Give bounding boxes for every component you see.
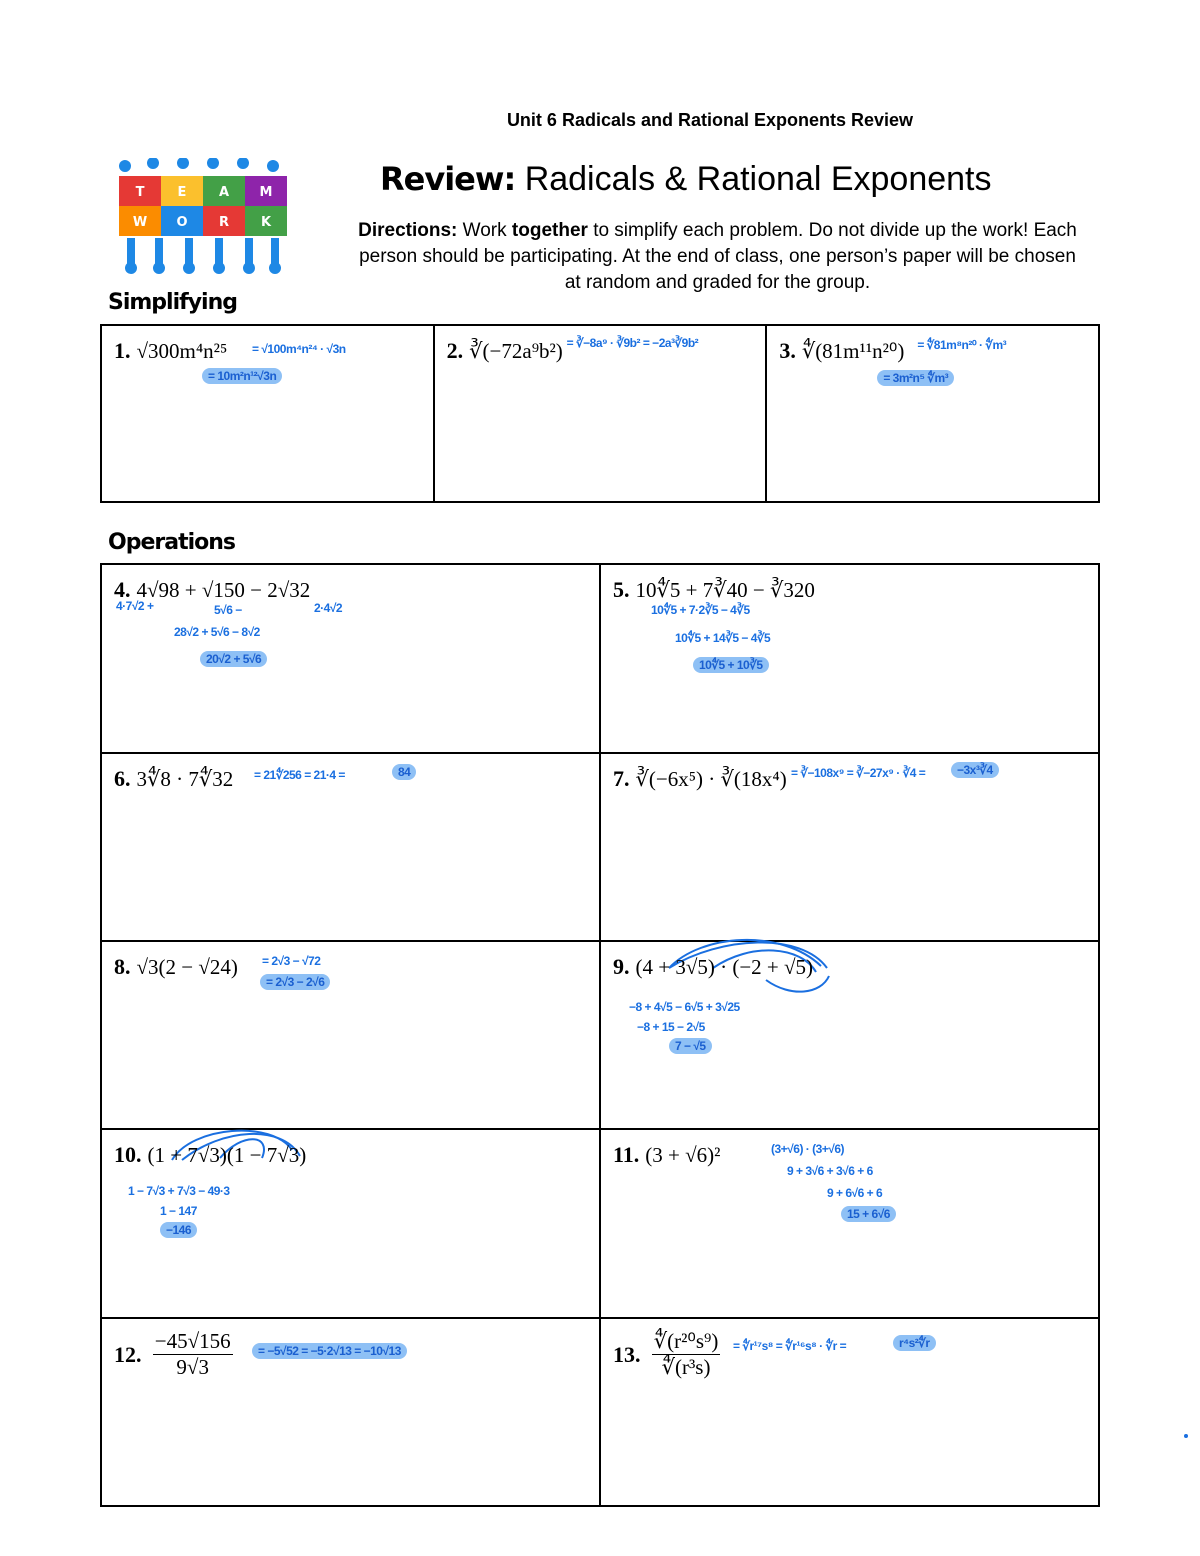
- problem-2: [447, 338, 563, 364]
- problem-cell-13: [600, 1318, 1099, 1506]
- problem-number: 10.: [114, 1142, 142, 1167]
- logo-letter: E: [177, 185, 187, 200]
- logo-letter: A: [218, 185, 230, 200]
- review-heading-title: Radicals & Rational Exponents: [524, 160, 992, 198]
- problem-expression: ∛(−6x⁵) · ∛(18x⁴): [635, 767, 787, 791]
- problem-cell-4: [101, 564, 600, 753]
- answer-highlight: 7 − √5: [669, 1038, 712, 1054]
- problem-3: [779, 338, 904, 364]
- answer-highlight: −146: [160, 1222, 197, 1238]
- problem-number: 6.: [114, 766, 131, 791]
- work-step: = ∜81m⁸n²⁰ · ∜m³: [917, 338, 1007, 352]
- problem-cell-12: [101, 1318, 600, 1506]
- simplifying-table: [100, 324, 1100, 503]
- problem-cell-8: [101, 941, 600, 1129]
- unit-title: Unit 6 Radicals and Rational Exponents Review: [506, 110, 914, 130]
- answer-highlight: 15 + 6√6: [841, 1206, 896, 1222]
- problem-number: 13.: [613, 1341, 641, 1367]
- problem-8: [114, 954, 238, 980]
- fraction-denominator: ∜(r³s): [661, 1355, 711, 1379]
- problem-cell-5: [600, 564, 1099, 753]
- section-simplifying: Simplifying: [108, 290, 238, 315]
- problem-11: [613, 1142, 720, 1168]
- directions-label: Directions:: [358, 220, 458, 241]
- directions: [350, 218, 1085, 296]
- problem-number: 3.: [779, 338, 796, 363]
- work-step: 28√2 + 5√6 − 8√2: [174, 625, 260, 639]
- logo-letter: O: [176, 215, 188, 230]
- logo-letter: K: [260, 215, 272, 230]
- problem-number: 4.: [114, 577, 131, 602]
- problem-5: [613, 577, 815, 603]
- problem-number: 2.: [446, 338, 464, 363]
- problem-13: [613, 1329, 720, 1380]
- logo-letter: R: [218, 215, 230, 230]
- problem-7: [613, 766, 787, 792]
- answer-highlight: = −5√52 = −5·2√13 = −10√13: [252, 1343, 407, 1359]
- fraction-denominator: 9√3: [176, 1355, 209, 1379]
- problem-number: 1.: [114, 338, 131, 363]
- logo-figures-top: [119, 158, 279, 172]
- work-step: 9 + 3√6 + 3√6 + 6: [787, 1164, 873, 1178]
- problem-number: 9.: [613, 954, 630, 979]
- work-step: −8 + 15 − 2√5: [637, 1020, 705, 1034]
- work-step: 5√6 −: [214, 603, 242, 617]
- problem-cell-9: [600, 941, 1099, 1129]
- problem-expression: ∜(81m¹¹n²⁰): [801, 339, 905, 363]
- answer-highlight: = 2√3 − 2√6: [260, 974, 330, 990]
- problem-12: [114, 1329, 233, 1380]
- logo-letter: W: [132, 215, 148, 230]
- problem-10: [114, 1142, 306, 1168]
- problem-expression: √3(2 − √24): [136, 955, 238, 979]
- problem-expression: √300m⁴n²⁵: [136, 339, 228, 363]
- problem-1: [114, 338, 227, 364]
- problem-number: 8.: [114, 954, 131, 979]
- problem-cell-11: [600, 1129, 1099, 1318]
- work-step: = ∜r¹⁷s⁸ = ∜r¹⁶s⁸ · ∜r =: [733, 1339, 847, 1353]
- problem-cell-7: [600, 753, 1099, 941]
- work-step: = 2√3 − √72: [262, 954, 321, 968]
- problem-cell-1: [101, 325, 434, 502]
- answer-highlight: −3x³∛4: [951, 762, 999, 778]
- directions-text-1: Work: [462, 220, 507, 241]
- work-step: = ∛−108x⁹ = ∛−27x⁹ · ∛4 =: [791, 766, 926, 780]
- problem-cell-6: [101, 753, 600, 941]
- work-step: 10∜5 + 7·2∛5 − 4∛5: [651, 603, 750, 617]
- work-step: 2·4√2: [314, 601, 343, 615]
- section-operations: Operations: [108, 530, 235, 555]
- problem-expression: 4√98 + √150 − 2√32: [136, 578, 311, 602]
- work-step: −8 + 4√5 − 6√5 + 3√25: [629, 1000, 740, 1014]
- fraction-numerator: ∜(r²⁰s⁹): [653, 1329, 719, 1353]
- problem-9: [613, 954, 813, 980]
- work-step: (3+√6) · (3+√6): [771, 1142, 845, 1156]
- problem-cell-3: [766, 325, 1099, 502]
- work-step: = √100m⁴n²⁴ · √3n: [252, 342, 346, 356]
- answer-highlight: r⁴s²∜r: [893, 1335, 936, 1351]
- work-step: = ∛−8a⁹ · ∛9b² = −2a³∛9b²: [566, 336, 699, 350]
- work-step: 4·7√2 +: [116, 599, 154, 613]
- problem-expression: 3∜8 · 7∜32: [136, 767, 234, 791]
- directions-text-2: to simplify each problem. Do not divide up the work! Each person should be participating. At the end of class, one person’s paper will be chosen at random and graded for the group.: [359, 220, 1077, 293]
- work-step: 10∜5 + 14∛5 − 4∛5: [675, 631, 771, 645]
- problem-expression: 10∜5 + 7∛40 − ∛320: [635, 578, 815, 602]
- directions-emphasis: together: [511, 220, 588, 241]
- work-step: 1 − 7√3 + 7√3 − 49·3: [128, 1184, 230, 1198]
- problem-expression: (3 + √6)²: [645, 1143, 721, 1167]
- problem-cell-2: [434, 325, 767, 502]
- problem-expression: (1 + 7√3)(1 − 7√3): [147, 1143, 307, 1167]
- operations-table: [100, 563, 1100, 1507]
- work-step: 1 − 147: [160, 1204, 197, 1218]
- answer-highlight: = 3m²n⁵ ∜m³: [877, 370, 954, 386]
- problem-expression: (4 + 3√5) · (−2 + √5): [635, 955, 814, 979]
- work-step: 9 + 6√6 + 6: [827, 1186, 883, 1200]
- problem-expression: ∛(−72a⁹b²): [469, 339, 563, 363]
- answer-highlight: 20√2 + 5√6: [200, 651, 267, 667]
- problem-cell-10: [101, 1129, 600, 1318]
- problem-number: 7.: [613, 766, 630, 791]
- answer-highlight: 10∜5 + 10∛5: [693, 657, 769, 673]
- logo-figures-bottom: [125, 238, 281, 274]
- problem-number: 12.: [114, 1341, 142, 1367]
- review-heading-bold: Review:: [380, 160, 516, 198]
- teamwork-logo: [105, 158, 300, 276]
- fraction-numerator: −45√156: [154, 1329, 231, 1353]
- problem-number: 5.: [613, 577, 630, 602]
- review-heading: [380, 160, 992, 199]
- logo-letter: T: [135, 185, 145, 200]
- stray-mark: [1184, 1434, 1188, 1438]
- work-step: = 21∜256 = 21·4 =: [254, 768, 345, 782]
- logo-letter: M: [259, 185, 273, 200]
- problem-6: [114, 766, 233, 792]
- answer-highlight: 84: [392, 764, 416, 780]
- problem-number: 11.: [613, 1142, 640, 1167]
- answer-highlight: = 10m²n¹²√3n: [202, 368, 282, 384]
